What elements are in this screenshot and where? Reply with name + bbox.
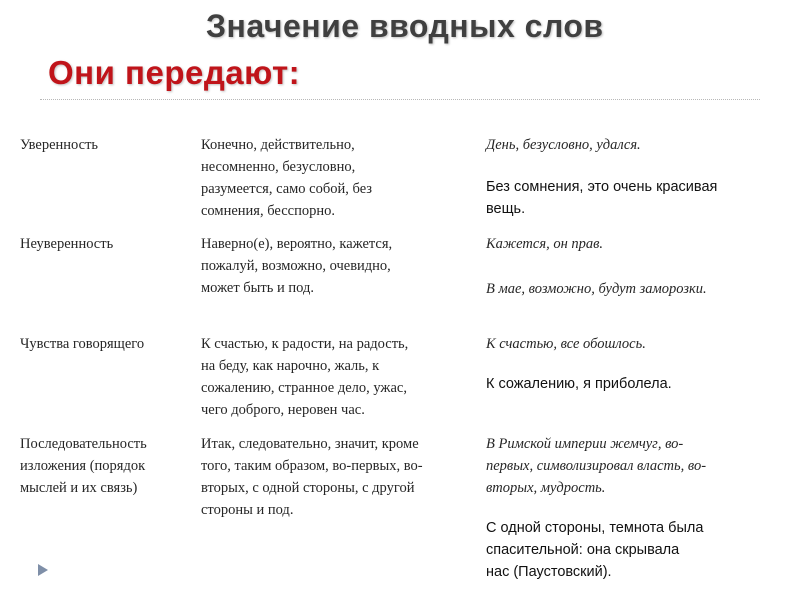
slide-bullet-icon: [38, 564, 48, 576]
examples-cell: [486, 333, 780, 392]
example-sentence: Кажется, он прав.: [486, 236, 604, 252]
slide-subtitle: Они передают:: [48, 54, 301, 91]
category-cell: Чувства говорящего: [20, 336, 145, 352]
words-cell: К счастью, к радости, на радость, на беду, как нарочно, жаль, к сожалению, странное дело, ужас, чего доброго, неровен час.: [201, 336, 409, 418]
example-sentence: В Римской империи жемчуг, во- первых, символизировал власть, во- вторых, мудрость.: [486, 436, 707, 496]
example-sentence: К счастью, все обошлось.: [486, 336, 646, 352]
words-cell: Итак, следовательно, значит, кроме того, таким образом, во-первых, во- вторых, с одной стороны, с другой стороны и под.: [201, 436, 423, 518]
example-sentence: День, безусловно, удался.: [486, 137, 641, 153]
category-cell: Неуверенность: [20, 236, 114, 252]
title-divider: [40, 99, 760, 100]
example-sentence: К сожалению, я приболела.: [486, 376, 672, 392]
examples-cell: [486, 134, 780, 217]
category-cell: Уверенность: [20, 137, 99, 153]
example-sentence: Без сомнения, это очень красивая вещь.: [486, 179, 718, 217]
words-cell: Конечно, действительно, несомненно, безусловно, разумеется, само собой, без сомнения, бесспорно.: [201, 137, 373, 219]
words-cell: Наверно(е), вероятно, кажется, пожалуй, возможно, очевидно, может быть и под.: [201, 236, 393, 296]
example-sentence: С одной стороны, темнота была спасительной: она скрывала нас (Паустовский).: [486, 520, 704, 580]
slide-title: Значение вводных слов: [206, 8, 604, 44]
example-sentence: В мае, возможно, будут заморозки.: [486, 281, 707, 297]
category-cell: Последовательность изложения (порядок мыслей и их связь): [20, 436, 147, 496]
examples-cell: [486, 433, 780, 580]
examples-cell: [486, 233, 780, 297]
